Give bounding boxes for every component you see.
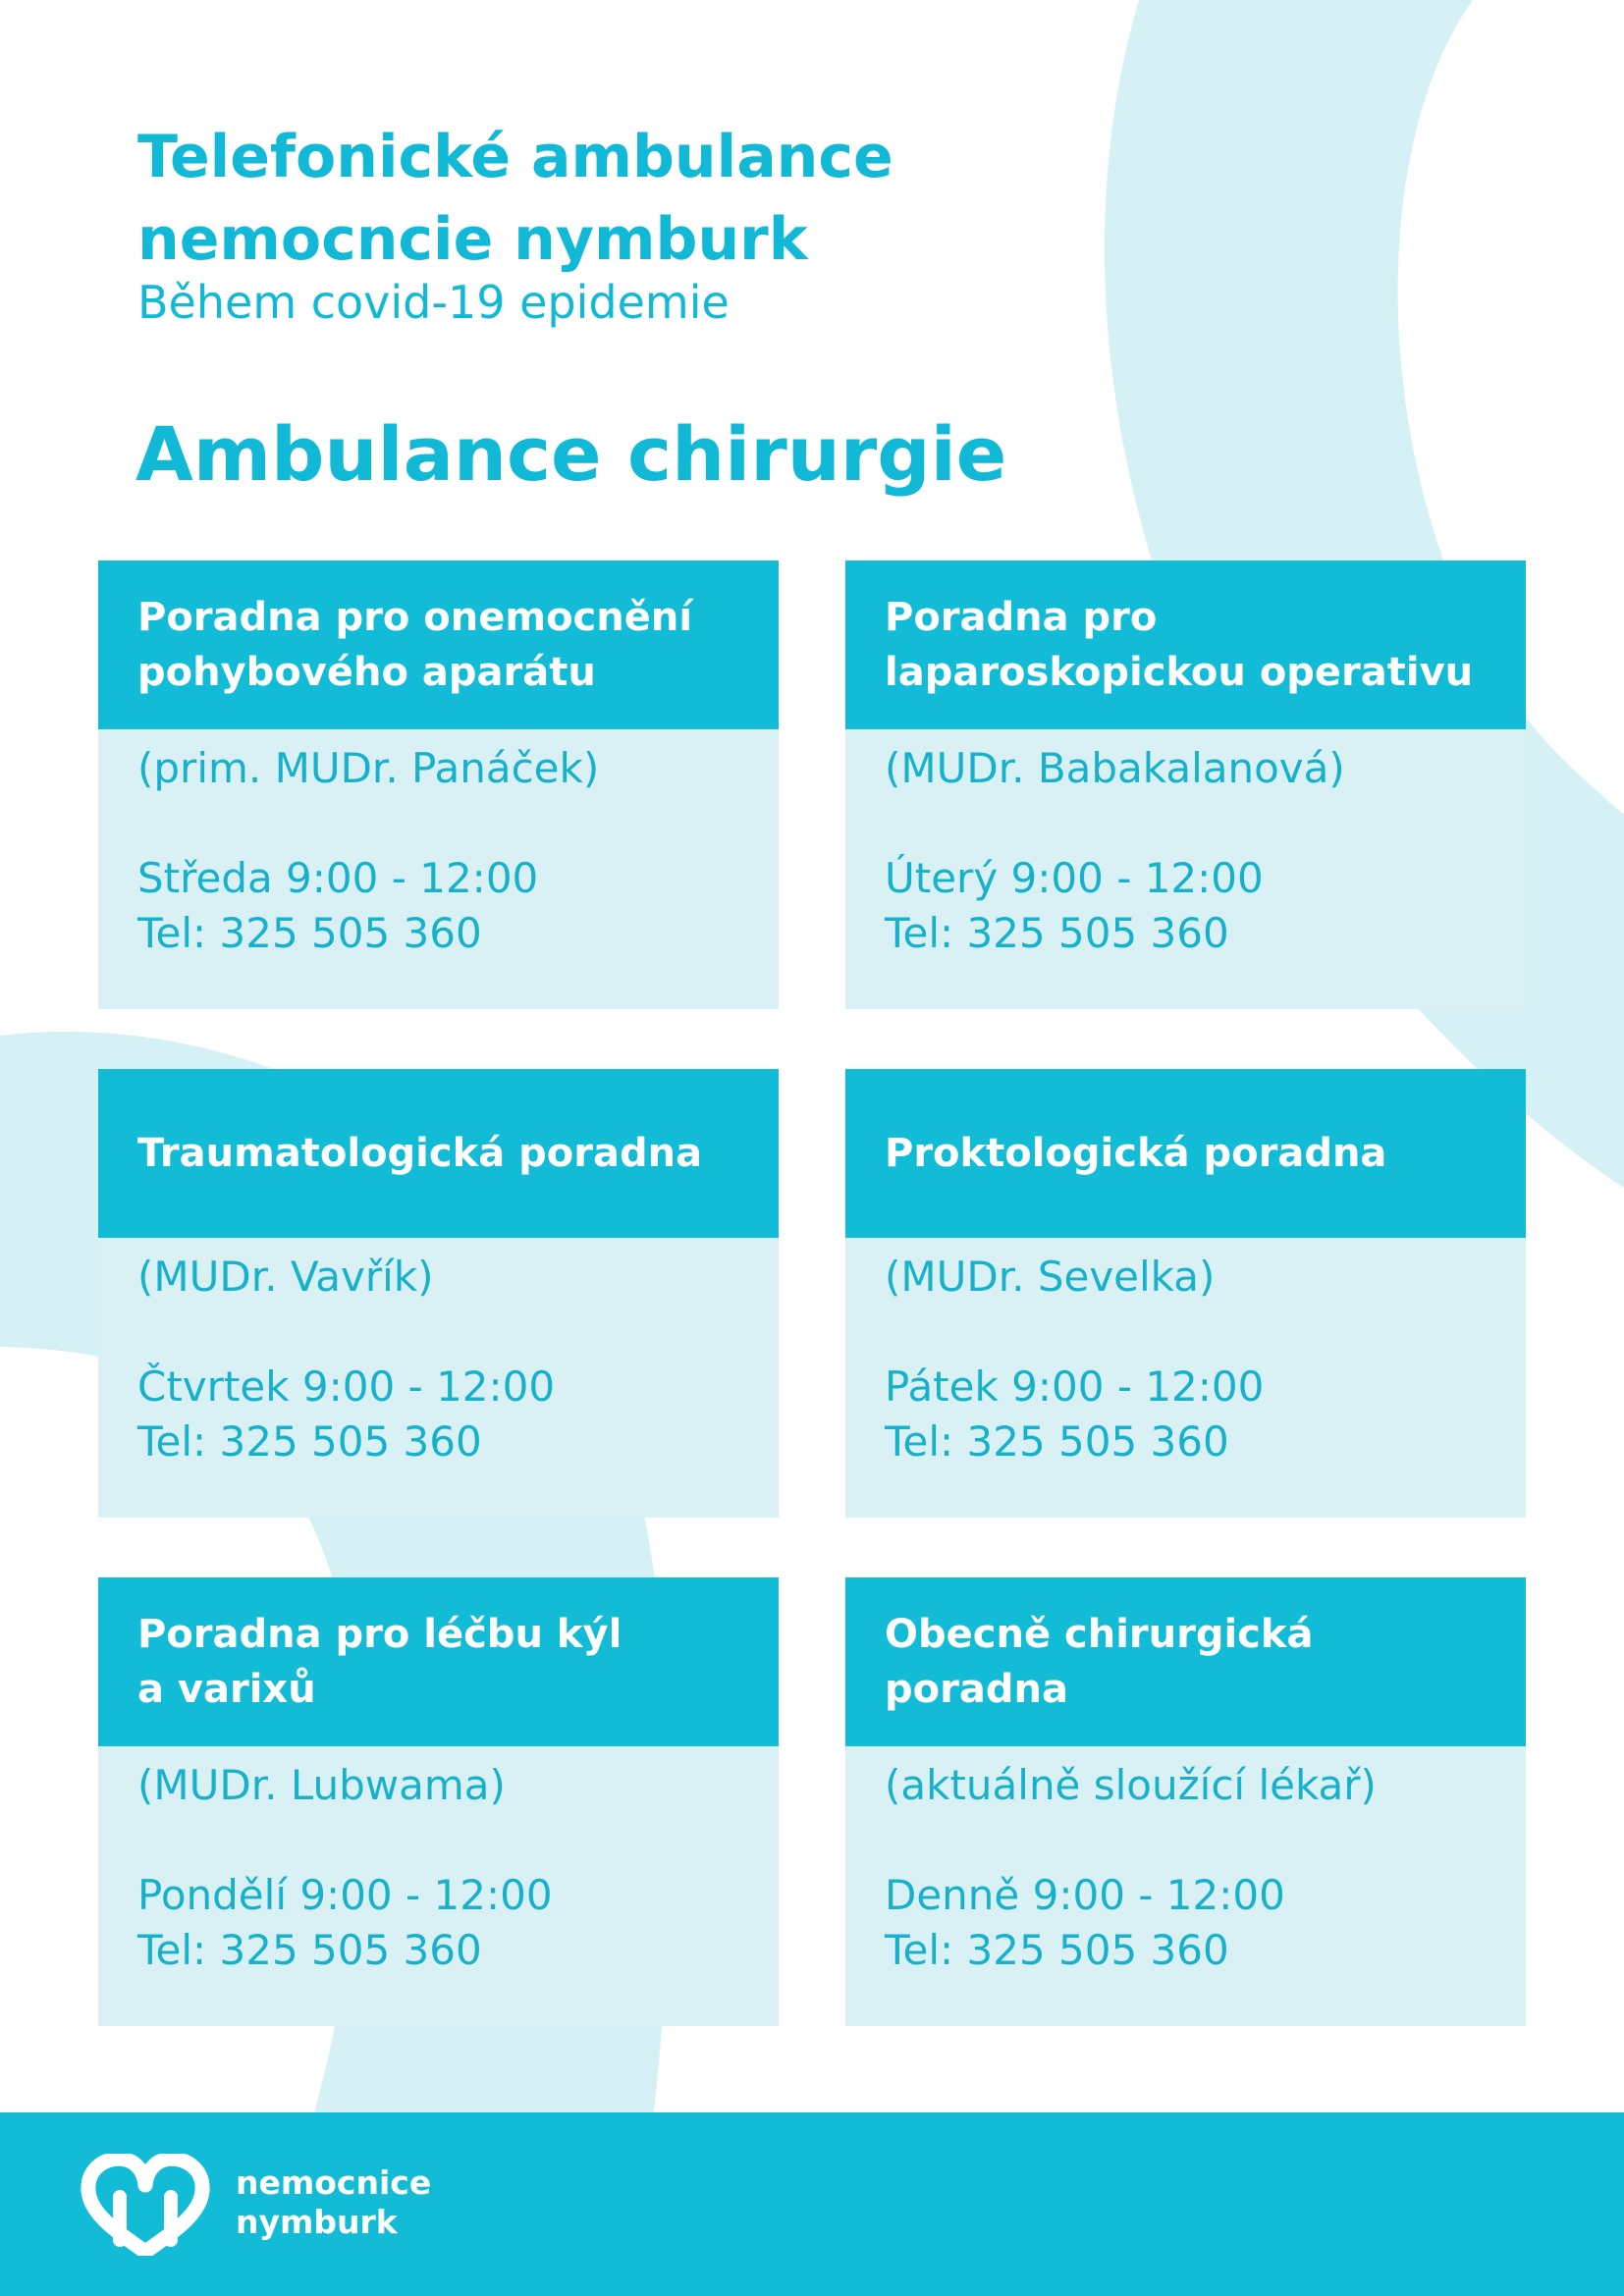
card-doctor: (MUDr. Babakalanová) [885,744,1345,792]
card-hours: Středa 9:00 - 12:00 [137,854,539,902]
card-title-line-2: pohybového aparátu [137,650,596,695]
card-doctor: (prim. MUDr. Panáček) [137,744,600,792]
header-subtitle: Během covid-19 epidemie [137,276,730,329]
header-title-line-2: nemocncie nymburk [137,205,808,274]
card-title-line-1: Traumatologická poradna [137,1131,703,1176]
card-title-line-1: Poradna pro [885,595,1158,640]
card-header [845,561,1526,729]
card-body [98,729,779,1009]
card-hours: Pondělí 9:00 - 12:00 [137,1871,553,1919]
card-title [137,1126,702,1181]
clinic-card-hernia-varix [98,1577,779,2026]
card-title [885,1607,1313,1717]
card-body [845,1746,1526,2026]
card-title-line-1: Obecně chirurgická [885,1612,1314,1657]
card-title-line-2: a varixů [137,1667,316,1712]
logo-text-line-1: nemocnice [236,2163,432,2202]
card-phone: Tel: 325 505 360 [885,1926,1229,1974]
section-title: Ambulance chirurgie [135,410,1007,498]
card-title-line-1: Poradna pro léčbu kýl [137,1612,623,1657]
card-title [137,1607,622,1717]
card-phone: Tel: 325 505 360 [137,909,482,957]
card-phone: Tel: 325 505 360 [885,1417,1229,1466]
clinic-card-traumatology [98,1069,779,1518]
card-title [885,1126,1386,1181]
card-body [98,1746,779,2026]
card-title-line-1: Poradna pro onemocnění [137,595,693,640]
card-doctor: (MUDr. Vavřík) [137,1253,434,1301]
card-header [98,1069,779,1238]
heart-logo-icon [81,2154,212,2256]
card-title [885,590,1473,700]
card-phone: Tel: 325 505 360 [885,909,1229,957]
card-hours: Úterý 9:00 - 12:00 [885,854,1264,902]
card-header [98,1577,779,1746]
clinic-card-proctology [845,1069,1526,1518]
card-phone: Tel: 325 505 360 [137,1926,482,1974]
card-doctor: (MUDr. Sevelka) [885,1253,1216,1301]
logo-text [236,2163,431,2242]
header [137,116,893,332]
card-body [98,1238,779,1518]
card-header [845,1069,1526,1238]
card-body [845,729,1526,1009]
footer [0,2112,1624,2296]
card-header [98,561,779,729]
card-doctor: (MUDr. Lubwama) [137,1761,506,1809]
card-title-line-1: Proktologická poradna [885,1131,1387,1176]
clinic-card-laparoscopy [845,561,1526,1009]
card-hours: Denně 9:00 - 12:00 [885,1871,1285,1919]
card-header [845,1577,1526,1746]
logo-text-line-2: nymburk [236,2203,398,2241]
card-hours: Pátek 9:00 - 12:00 [885,1362,1265,1411]
card-hours: Čtvrtek 9:00 - 12:00 [137,1362,556,1411]
clinic-card-general-surgery [845,1577,1526,2026]
header-title-line-1: Telefonické ambulance [137,123,893,191]
card-doctor: (aktuálně sloužící lékař) [885,1761,1377,1809]
card-title-line-2: laparoskopickou operativu [885,650,1474,695]
clinic-card-musculoskeletal [98,561,779,1009]
card-phone: Tel: 325 505 360 [137,1417,482,1466]
card-title-line-2: poradna [885,1667,1068,1712]
card-body [845,1238,1526,1518]
card-title [137,590,692,700]
